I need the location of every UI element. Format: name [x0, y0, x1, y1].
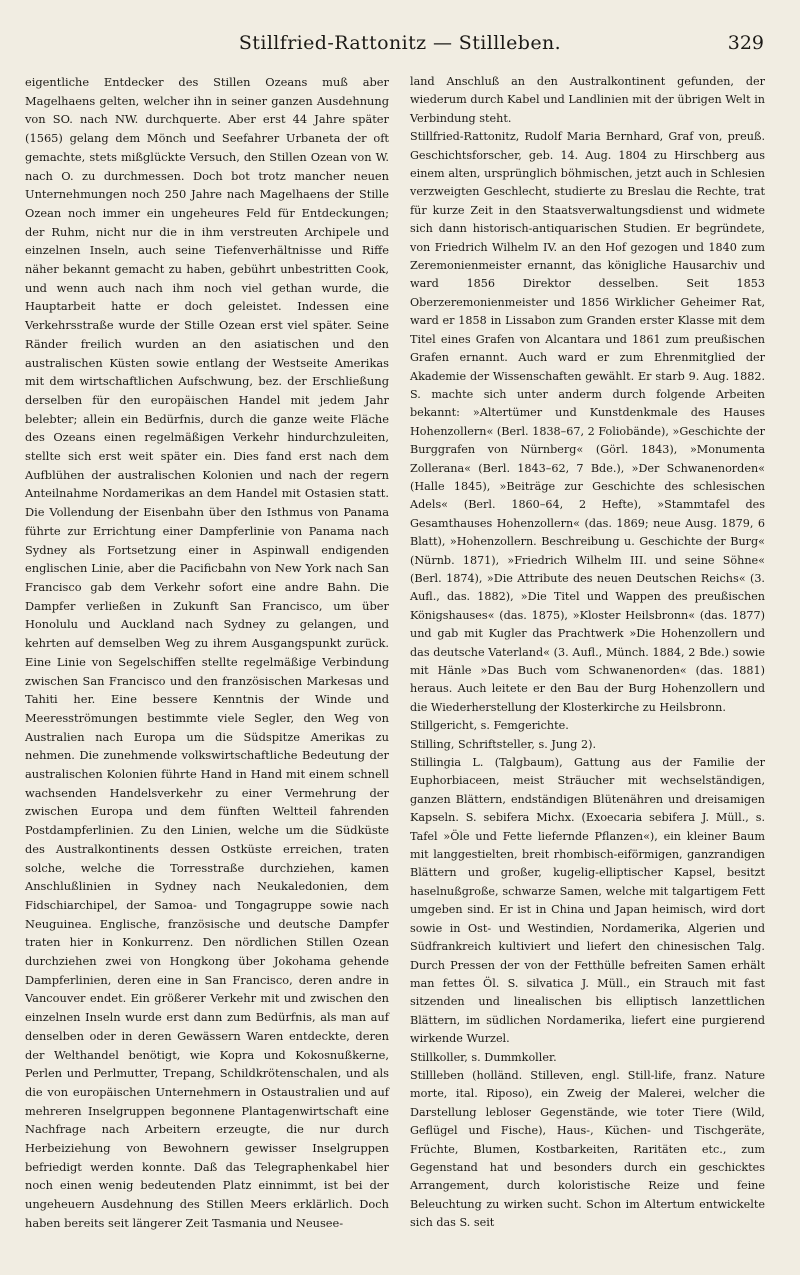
entry-stillleben: Stillleben (holländ. Stilleven, engl. Still-life, franz. Nature morte, ital. Riposo), ein Zweig der Malerei, welcher die Darstellung lebloser Gegenstände, wie toter Tiere (Wild, Geflügel und Fische), Haus-, Küchen- und Tischgeräte, Früchte, Blumen, Kostbarkeiten, Raritäten etc., zum Gegenstand hat und besonders durch ein geschicktes Arrangement, durch koloristische Reize und feine Beleuchtung zu wirken sucht. Schon im Altertum entwickelte sich das S. seit: [410, 1068, 765, 1230]
right-column: [410, 73, 765, 1233]
page-header: [0, 32, 800, 58]
left-column-paragraph: eigentliche Entdecker des Stillen Ozeans muß aber Magelhaens gelten, welcher ihn in seiner ganzen Ausdehnung von SO. nach NW. durchquerte. Aber erst 44 Jahre später (1565) gelang dem Mönch und Seefahrer Urbaneta der oft gemachte, stets mißglückte Versuch, den Stillen Ozean von W. nach O. zu durchmessen. Doch bot trotz mancher neuen Unternehmungen noch 250 Jahre nach Magelhaens der Stille Ozean noch immer ein ungeheures Feld für Entdeckungen; der Ruhm, nicht nur die in ihm verstreuten Archipele und einzelnen Inseln, auch seine Tiefenverhältnisse und Riffe näher bekannt gemacht zu haben, gebührt unbestritten Cook, und wenn auch nach ihm noch viel gethan wurde, die Hauptarbeit hatte er doch geleistet. Indessen eine Verkehrsstraße wurde der Stille Ozean erst viel später. Seine Ränder freilich wurden an den asiatischen und den australischen Küsten sowie entlang der Westseite Amerikas mit dem wirtschaftlichen Aufschwung, bez. der Erschließung derselben für den europäischen Handel mit jedem Jahr belebter; allein ein Bedürfnis, durch die ganze weite Fläche des Ozeans einen regelmäßigen Verkehr hindurchzuleiten, stellte sich erst weit später ein. Dies fand erst nach dem Aufblühen der australischen Kolonien und nach der regern Anteilnahme Nordamerikas an dem Handel mit Ostasien statt. Die Vollendung der Eisenbahn über den Isthmus von Panama führte zur Errichtung einer Dampferlinie von Panama nach Sydney als Fortsetzung einer in Aspinwall endigenden englischen Linie, aber die Pacificbahn von New York nach San Francisco gab dem Verkehr sofort eine andre Bahn. Die Dampfer verließen in Zukunft San Francisco, um über Honolulu und Auckland nach Sydney zu gelangen, und kehrten auf demselben Weg zu ihrem Ausgangspunkt zurück. Eine Linie von Segelschiffen stellte regelmäßige Verbindung zwischen San Francisco und den französischen Markesas und Tahiti her. Eine bessere Kenntnis der Winde und Meeresströmungen bestimmte viele Segler, den Weg von Australien nach Europa um die Südspitze Amerikas zu nehmen. Die zunehmende volkswirtschaftliche Bedeutung der australischen Kolonien führte Hand in Hand mit einem schnell wachsenden Handelsverkehr zu einer Vermehrung der zwischen Europa und dem fünften Weltteil fahrenden Postdampferlinien. Zu den Linien, welche um die Südküste des Australkontinents dessen Ostküste erreichen, traten solche, welche die Torresstraße durchziehen, kamen Anschlußlinien in Sydney nach Neukaledonien, dem Fidschiarchipel, der Samoa- und Tongagruppe sowie nach Neuguinea. Englische, französische und deutsche Dampfer traten hier in Konkurrenz. Den nördlichen Stillen Ozean durchziehen zwei von Hongkong über Jokohama gehende Dampferlinien, deren eine in San Francisco, deren andre in Vancouver endet. Ein größerer Verkehr mit und zwischen den einzelnen Inseln wurde erst dann zum Bedürfnis, als man auf denselben oder in deren Gewässern Waren entdeckte, deren der Welthandel benötigt, wie Kopra und Kokosnußkerne, Perlen und Perlmutter, Trepang, Schildkrötenschalen, und als die von europäischen Unternehmern in Ostaustralien und auf mehreren Inselgruppen begonnene Plantagenwirtschaft eine Nachfrage nach Arbeitern erzeugte, die nur durch Herbeiziehung von Bewohnern gewisser Inselgruppen befriedigt werden konnte. Daß das Telegraphenkabel hier noch einen wenig bedeutenden Platz einnimmt, ist bei der ungeheuern Ausdehnung des Stillen Meers erklärlich. Doch haben bereits seit längerer Zeit Tasmania und Neusee-: [25, 75, 389, 1230]
entry-stillkoller: Stillkoller, s. Dummkoller.: [410, 1050, 557, 1064]
running-title: Stillfried-Rattonitz — Stillleben.: [238, 32, 562, 54]
entry-stilling: Stilling, Schriftsteller, s. Jung 2).: [410, 737, 597, 751]
page-number: 329: [727, 32, 764, 54]
entry-stillgericht: Stillgericht, s. Femgerichte.: [410, 719, 569, 733]
entry-stillfried-rattonitz: Stillfried-Rattonitz, Rudolf Maria Bernhard, Graf von, preuß. Geschichtsforscher, geb. 14. Aug. 1804 zu Hirschberg aus einem alten, ursprünglich böhmischen, jetzt auch in Schlesien verzweigten Geschlecht, studierte zu Breslau die Rechte, trat für kurze Zeit in den Staatsverwaltungsdienst und widmete sich dann historisch-antiquarischen Studien. Er begründete, von Friedrich Wilhelm IV. an den Hof gezogen und 1840 zum Zeremonienmeister ernannt, das königliche Hausarchiv und ward 1856 Direktor desselben. Seit 1853 Oberzeremonienmeister und 1856 Wirklicher Geheimer Rat, ward er 1858 in Lissabon zum Granden erster Klasse mit dem Titel eines Grafen von Alcantara und 1861 zum preußischen Grafen ernannt. Auch ward er zum Ehrenmitglied der Akademie der Wissenschaften gewählt. Er starb 9. Aug. 1882. S. machte sich unter anderm durch folgende Arbeiten bekannt: »Altertümer und Kunstdenkmale des Hauses Hohenzollern« (Berl. 1838–67, 2 Foliobände), »Geschichte der Burggrafen von Nürnberg« (Görl. 1843), »Monumenta Zollerana« (Berl. 1843–62, 7 Bde.), »Der Schwanenorden« (Halle 1845), »Beiträge zur Geschichte des schlesischen Adels« (Berl. 1860–64, 2 Hefte), »Stammtafel des Gesamthauses Hohenzollern« (das. 1869; neue Ausg. 1879, 6 Blatt), »Hohenzollern. Beschreibung u. Geschichte der Burg« (Nürnb. 1871), »Friedrich Wilhelm III. und seine Söhne« (Berl. 1874), »Die Attribute des neuen Deutschen Reichs« (3. Aufl., das. 1882), »Die Titel und Wappen des preußischen Königshauses« (das. 1875), »Kloster Heilsbronn« (das. 1877) und gab mit Kugler das Prachtwerk »Die Hohenzollern und das deutsche Vaterland« (3. Aufl., Münch. 1884, 2 Bde.) sowie mit Hänle »Das Buch vom Schwanenorden« (das. 1881) heraus. Auch leitete er den Bau der Burg Hohenzollern und die Wiederherstellung der Klosterkirche zu Heilsbronn.: [410, 130, 765, 714]
continuation-paragraph: land Anschluß an den Australkontinent gefunden, der wiederum durch Kabel und Landlinien mit der übrigen Welt in Verbindung steht.: [410, 75, 765, 125]
left-column: [25, 73, 389, 1233]
entry-stillingia: Stillingia L. (Talgbaum), Gattung aus der Familie der Euphorbiaceen, meist Sträucher mit wechselständigen, ganzen Blättern, endständigen Blütenähren und dreisamigen Kapseln. S. sebifera Michx. (Exoecaria sebifera J. Müll., s. Tafel »Öle und Fette liefernde Pflanzen«), ein kleiner Baum mit langgestielten, breit rhombisch-eiförmigen, ganzrandigen Blättern und großer, kugelig-elliptischer Kapsel, besitzt haselnußgroße, schwarze Samen, welche mit talgartigem Fett umgeben sind. Er ist in China und Japan heimisch, wird dort sowie in Ost- und Westindien, Nordamerika, Algerien und Südfrankreich kultiviert und liefert den chinesischen Talg. Durch Pressen der von der Fetthülle befreiten Samen erhält man fettes Öl. S. silvatica J. Müll., ein Strauch mit fast sitzenden und linealischen bis elliptisch lanzettlichen Blättern, im südlichen Nordamerika, liefert eine purgierend wirkende Wurzel.: [410, 756, 765, 1046]
